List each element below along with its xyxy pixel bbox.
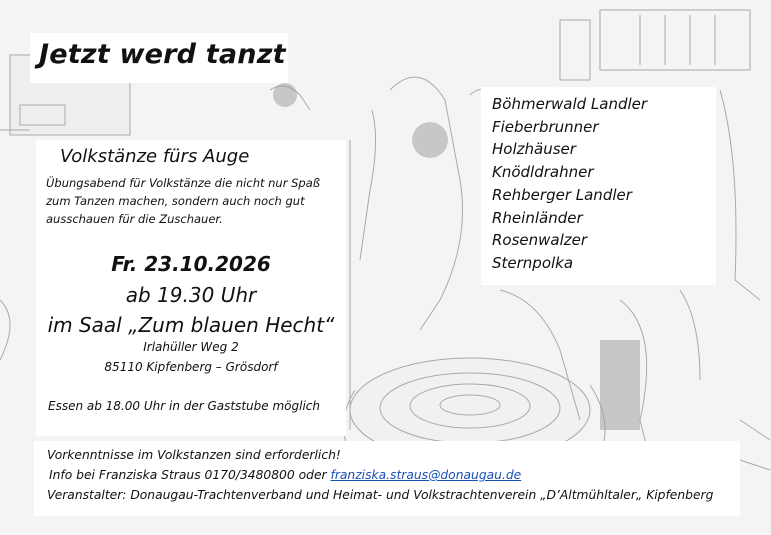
dance-item: Holzhäuser	[492, 140, 576, 159]
title-banner	[30, 33, 288, 83]
venue-city: 85110 Kipfenberg – Grösdorf	[104, 360, 278, 374]
contact-line	[49, 468, 521, 482]
dance-item: Böhmerwald Landler	[492, 95, 648, 113]
page-title: Jetzt werd tanzt	[39, 39, 286, 70]
event-time: ab 19.30 Uhr	[125, 283, 257, 307]
requirement-note: Vorkenntnisse im Volkstanzen sind erforderlich!	[47, 448, 341, 462]
event-subtitle: Volkstänze fürs Auge	[60, 146, 250, 167]
event-info-card	[36, 140, 346, 436]
dance-item: Knödldrahner	[492, 163, 594, 182]
venue-street: Irlahüller Weg 2	[143, 340, 239, 354]
dance-item: Sternpolka	[492, 253, 574, 272]
dance-list	[492, 93, 647, 275]
event-venue: im Saal „Zum blauen Hecht“	[47, 313, 335, 337]
dance-item: Rehberger Landler	[492, 185, 632, 204]
food-note: Essen ab 18.00 Uhr in der Gaststube möglich	[48, 399, 320, 413]
event-description: Übungsabend für Volkstänze die nicht nur Spaß zum Tanzen machen, sondern auch noch gut ausschauen für die Zuschauer.	[46, 176, 320, 226]
email-link[interactable]: franziska.straus@donaugau.de	[330, 468, 522, 482]
footer-card	[34, 441, 740, 516]
event-date: Fr. 23.10.2026	[111, 252, 271, 276]
contact-text: Info bei Franziska Straus 0170/3480800 oder	[49, 468, 327, 482]
dance-item: Fieberbrunner	[492, 117, 599, 136]
dance-item: Rosenwalzer	[492, 231, 588, 250]
dance-item: Rheinländer	[492, 208, 583, 227]
organizer-note: Veranstalter: Donaugau-Trachtenverband und Heimat- und Volkstrachtenverein „D’Altmühltaler„ Kipfenberg	[47, 488, 714, 502]
dance-list-card	[481, 87, 716, 285]
